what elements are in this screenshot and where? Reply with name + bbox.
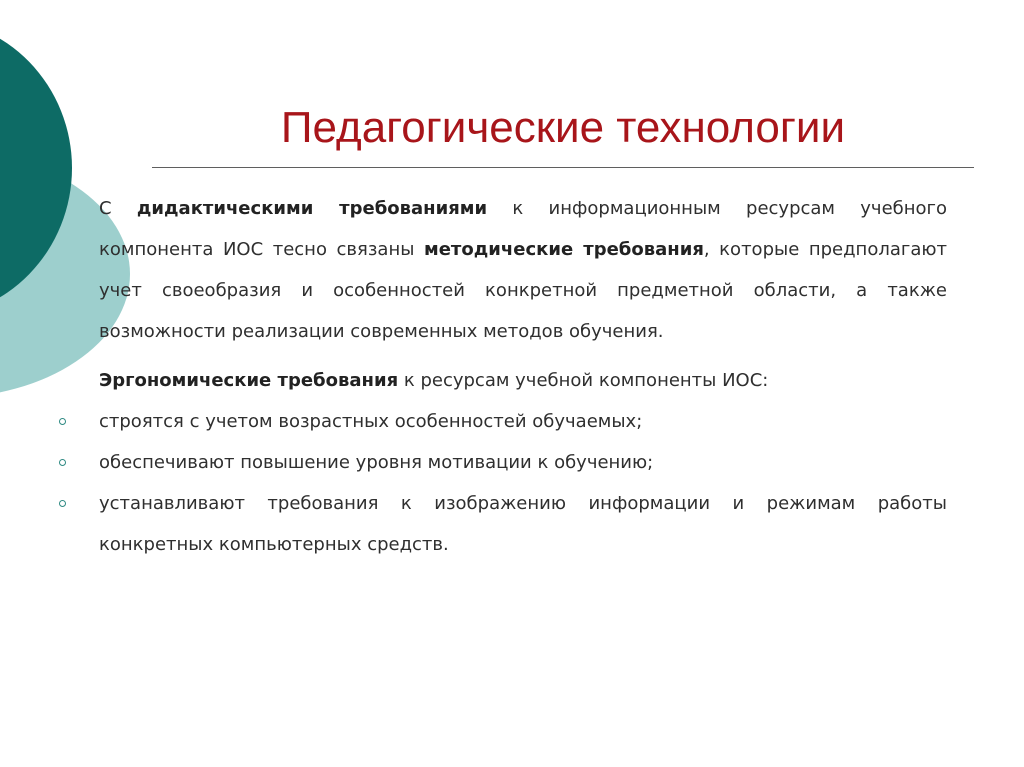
bullet-circle-icon (59, 418, 66, 425)
paragraph-ergonomic (99, 360, 947, 401)
term-ergonomic-requirements: Эргономические требования (99, 370, 399, 391)
list-item-text: устанавливают требования к изображению информации и режимам работы конкретных компьютерных средств. (99, 493, 947, 555)
list-item (99, 483, 947, 565)
paragraph-text: к информационным ресурсам учебного компонента ИОС тесно связаны (99, 198, 947, 260)
slide-body (99, 188, 947, 565)
list-item-text: строятся с учетом возрастных особенностей обучаемых; (99, 411, 643, 432)
list-item (99, 442, 947, 483)
bullet-circle-icon (59, 500, 66, 507)
paragraph-text: , которые предполагают учет своеобразия и особенностей конкретной предметной области, а также возможности реализации современных методов обучения. (99, 239, 948, 342)
title-divider (152, 167, 974, 168)
list-item (99, 401, 947, 442)
paragraph-didactic (99, 188, 947, 352)
list-item-text: обеспечивают повышение уровня мотивации к обучению; (99, 452, 654, 473)
paragraph-text: С (99, 198, 137, 219)
term-didactic-requirements: дидактическими требованиями (136, 198, 488, 219)
slide-title: Педагогические технологии (280, 103, 846, 152)
bullet-circle-icon (59, 459, 66, 466)
term-methodical-requirements: методические требования (424, 239, 704, 260)
requirements-list (99, 401, 947, 565)
paragraph-text: к ресурсам учебной компоненты ИОС: (398, 370, 769, 391)
